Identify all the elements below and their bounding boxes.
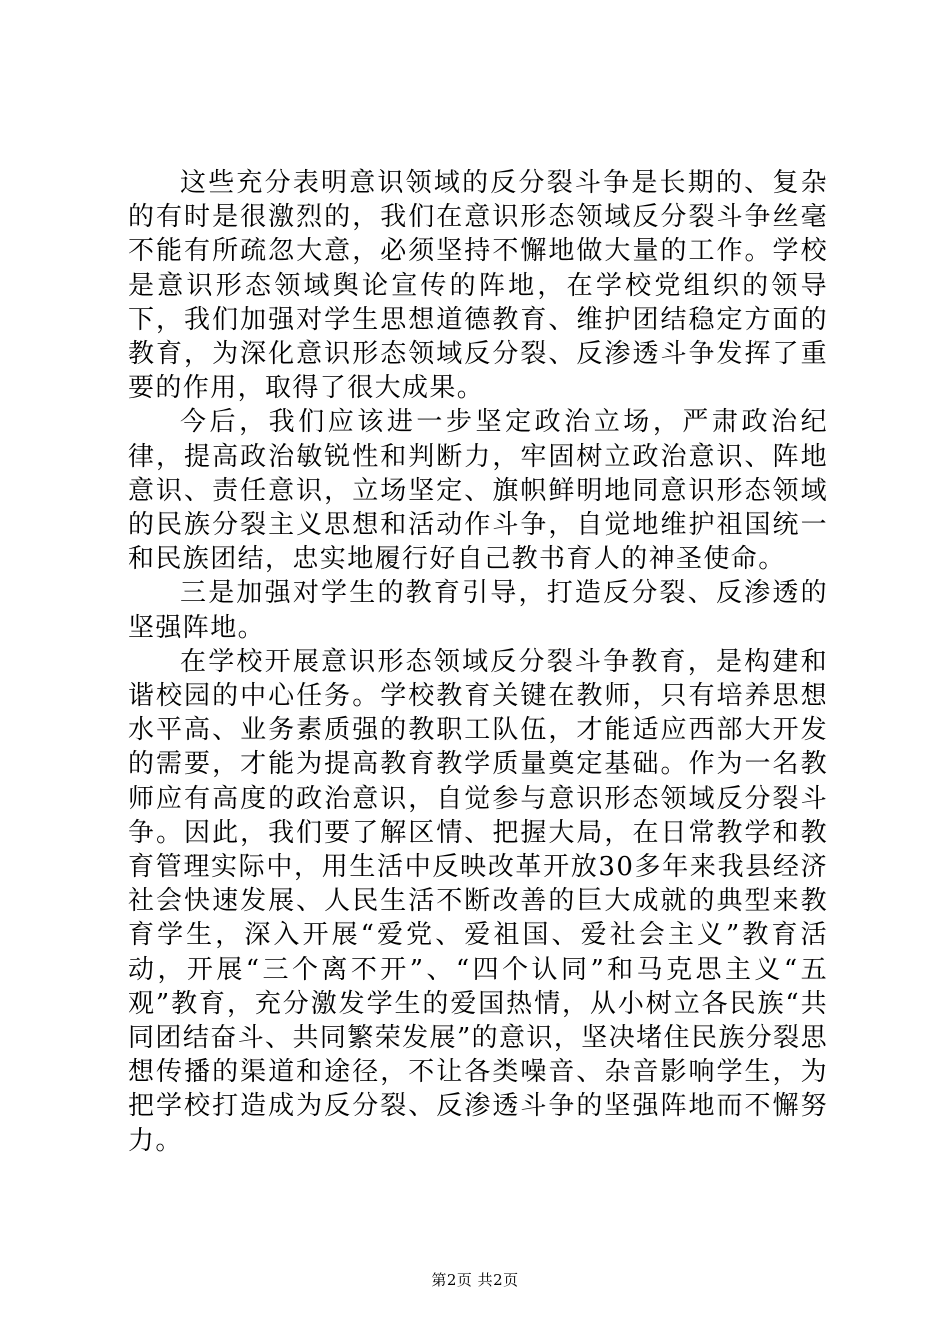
paragraph-1: 这些充分表明意识领域的反分裂斗争是长期的、复杂的有时是很激烈的，我们在意识形态领域反分裂斗争丝毫不能有所疏忽大意，必须坚持不懈地做大量的工作。学校是意识形态领域舆论宣传的阵地，在学校党组织的领导下，我们加强对学生思想道德教育、维护团结稳定方面的教育，为深化意识形态领域反分裂、反渗透斗争发挥了重要的作用，取得了很大成果。	[128, 168, 828, 404]
paragraph-2: 今后，我们应该进一步坚定政治立场，严肃政治纪律，提高政治敏锐性和判断力，牢固树立政治意识、阵地意识、责任意识，立场坚定、旗帜鲜明地同意识形态领域的民族分裂主义思想和活动作斗争，自觉地维护祖国统一和民族团结，忠实地履行好自己教书育人的神圣使命。	[128, 407, 828, 575]
paragraph-3: 三是加强对学生的教育引导，打造反分裂、反渗透的坚强阵地。	[128, 578, 828, 643]
paragraph-4: 在学校开展意识形态领域反分裂斗争教育，是构建和谐校园的中心任务。学校教育关键在教师，只有培养思想水平高、业务素质强的教职工队伍，才能适应西部大开发的需要，才能为提高教育教学质量奠定基础。作为一名教师应有高度的政治意识，自觉参与意识形态领域反分裂斗争。因此，我们要了解区情、把握大局，在日常教学和教育管理实际中，用生活中反映改革开放30多年来我县经济社会快速发展、人民生活不断改善的巨大成就的典型来教育学生，深入开展“爱党、爱祖国、爱社会主义”教育活动，开展“三个离不开”、“四个认同”和马克思主义“五观”教育，充分激发学生的爱国热情，从小树立各民族“共同团结奋斗、共同繁荣发展”的意识，坚决堵住民族分裂思想传播的渠道和途径，不让各类噪音、杂音影响学生，为把学校打造成为反分裂、反渗透斗争的坚强阵地而不懈努力。	[128, 646, 828, 1156]
page-footer: 第2页 共2页	[431, 1271, 519, 1289]
document-body	[128, 166, 828, 1158]
